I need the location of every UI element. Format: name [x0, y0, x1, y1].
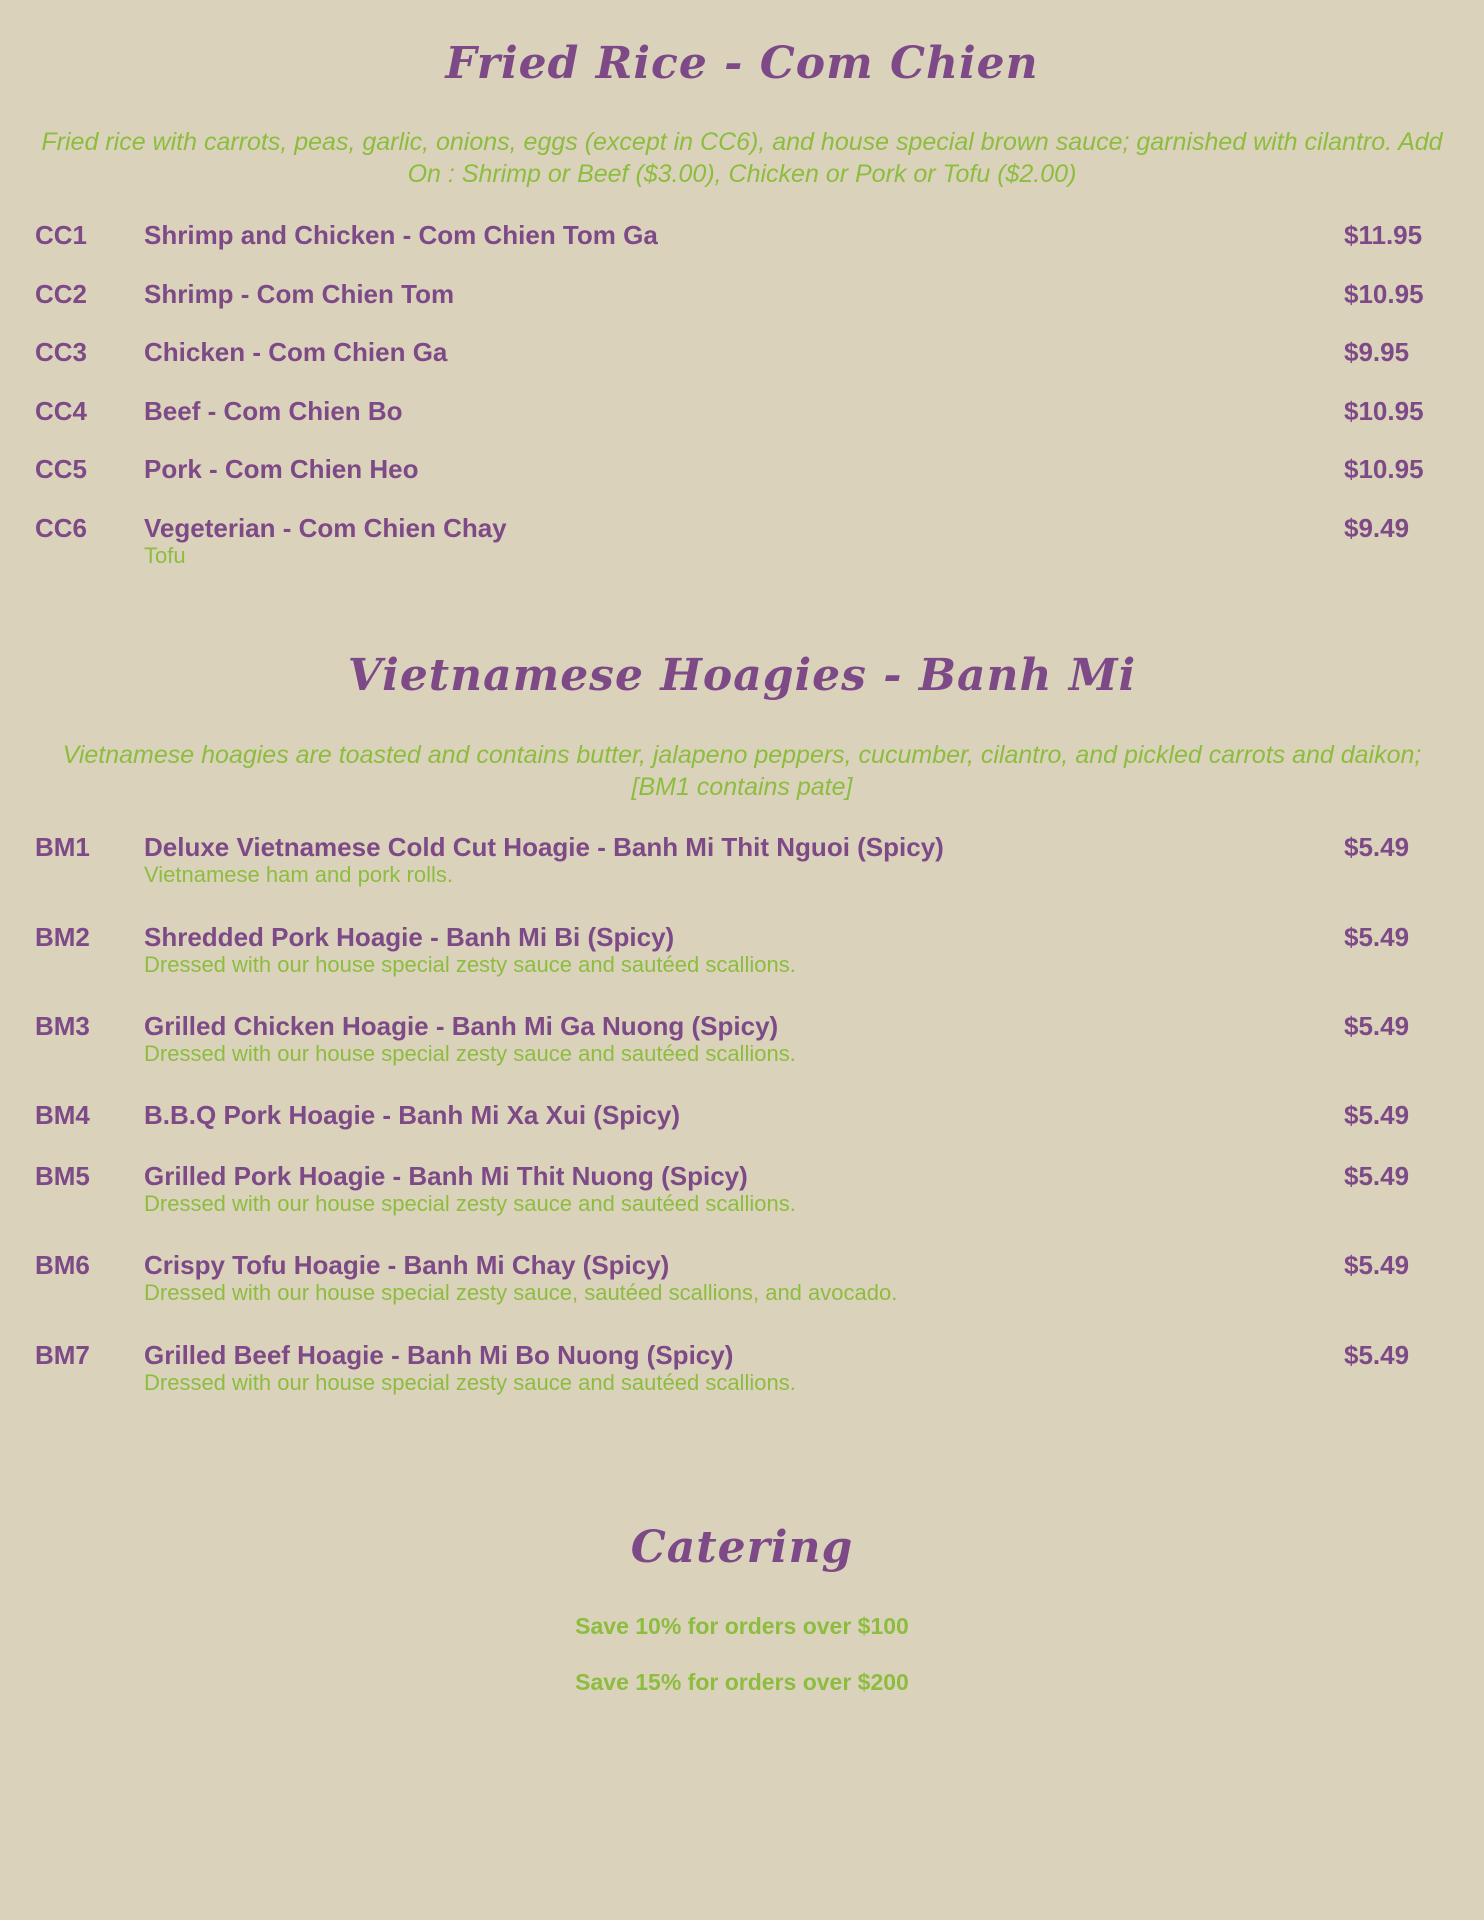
- item-code: CC6: [35, 513, 88, 543]
- item-price: $10.95: [1344, 396, 1424, 426]
- catering-discount-line: Save 10% for orders over $100: [575, 1613, 909, 1639]
- item-price: $5.49: [1344, 1250, 1410, 1280]
- item-name: Chicken - Com Chien Ga: [144, 337, 448, 367]
- item-name: Grilled Pork Hoagie - Banh Mi Thit Nuong (Spicy): [144, 1161, 748, 1191]
- item-price: $10.95: [1344, 454, 1424, 484]
- item-name: Grilled Beef Hoagie - Banh Mi Bo Nuong (Spicy): [144, 1340, 734, 1370]
- item-description: Vietnamese ham and pork rolls.: [144, 862, 453, 887]
- item-description: Dressed with our house special zesty sauce and sautéed scallions.: [144, 952, 796, 977]
- item-name: Crispy Tofu Hoagie - Banh Mi Chay (Spicy): [144, 1250, 670, 1280]
- item-description: Dressed with our house special zesty sauce and sautéed scallions.: [144, 1370, 796, 1395]
- item-name: Deluxe Vietnamese Cold Cut Hoagie - Banh Mi Thit Nguoi (Spicy): [144, 832, 944, 862]
- banh-mi-title: Vietnamese Hoagies - Banh Mi: [347, 650, 1137, 701]
- item-name: Vegeterian - Com Chien Chay: [144, 513, 507, 543]
- item-name: Beef - Com Chien Bo: [144, 396, 403, 426]
- item-name: B.B.Q Pork Hoagie - Banh Mi Xa Xui (Spicy): [144, 1100, 680, 1130]
- item-code: BM3: [35, 1011, 90, 1041]
- item-price: $9.95: [1344, 337, 1410, 367]
- item-name: Shrimp and Chicken - Com Chien Tom Ga: [144, 220, 658, 250]
- catering-discount-line: Save 15% for orders over $200: [575, 1669, 909, 1695]
- item-code: BM1: [35, 832, 90, 862]
- item-code: CC2: [35, 279, 88, 309]
- item-name: Shrimp - Com Chien Tom: [144, 279, 455, 309]
- item-price: $5.49: [1344, 1340, 1410, 1370]
- item-price: $5.49: [1344, 1161, 1410, 1191]
- item-price: $5.49: [1344, 1100, 1410, 1130]
- item-code: CC3: [35, 337, 88, 367]
- item-price: $5.49: [1344, 1011, 1410, 1041]
- item-code: BM6: [35, 1250, 90, 1280]
- item-description: Tofu: [144, 543, 186, 568]
- item-code: BM2: [35, 922, 90, 952]
- item-description: Dressed with our house special zesty sauce and sautéed scallions.: [144, 1041, 796, 1066]
- item-code: CC1: [35, 220, 88, 250]
- item-name: Pork - Com Chien Heo: [144, 454, 419, 484]
- item-price: $9.49: [1344, 513, 1410, 543]
- item-code: BM4: [35, 1100, 90, 1130]
- item-name: Shredded Pork Hoagie - Banh Mi Bi (Spicy): [144, 922, 675, 952]
- item-code: CC4: [35, 396, 88, 426]
- item-code: BM7: [35, 1340, 90, 1370]
- item-price: $5.49: [1344, 922, 1410, 952]
- item-price: $10.95: [1344, 279, 1424, 309]
- fried-rice-title: Fried Rice - Com Chien: [445, 38, 1039, 89]
- item-name: Grilled Chicken Hoagie - Banh Mi Ga Nuong (Spicy): [144, 1011, 779, 1041]
- item-code: BM5: [35, 1161, 90, 1191]
- item-price: $5.49: [1344, 832, 1410, 862]
- catering-title: Catering: [630, 1522, 854, 1573]
- item-description: Dressed with our house special zesty sauce, sautéed scallions, and avocado.: [144, 1280, 898, 1305]
- item-code: CC5: [35, 454, 88, 484]
- fried-rice-description: Fried rice with carrots, peas, garlic, onions, eggs (except in CC6), and house special brown sauce; garnished with cilantro. Add On : Shrimp or Beef ($3.00), Chicken or Pork or Tofu ($2.00): [41, 128, 1443, 188]
- banh-mi-description: Vietnamese hoagies are toasted and contains butter, jalapeno peppers, cucumber, cilantro, and pickled carrots and daikon; [BM1 contains pate]: [62, 741, 1422, 801]
- item-description: Dressed with our house special zesty sauce and sautéed scallions.: [144, 1191, 796, 1216]
- item-price: $11.95: [1344, 220, 1423, 250]
